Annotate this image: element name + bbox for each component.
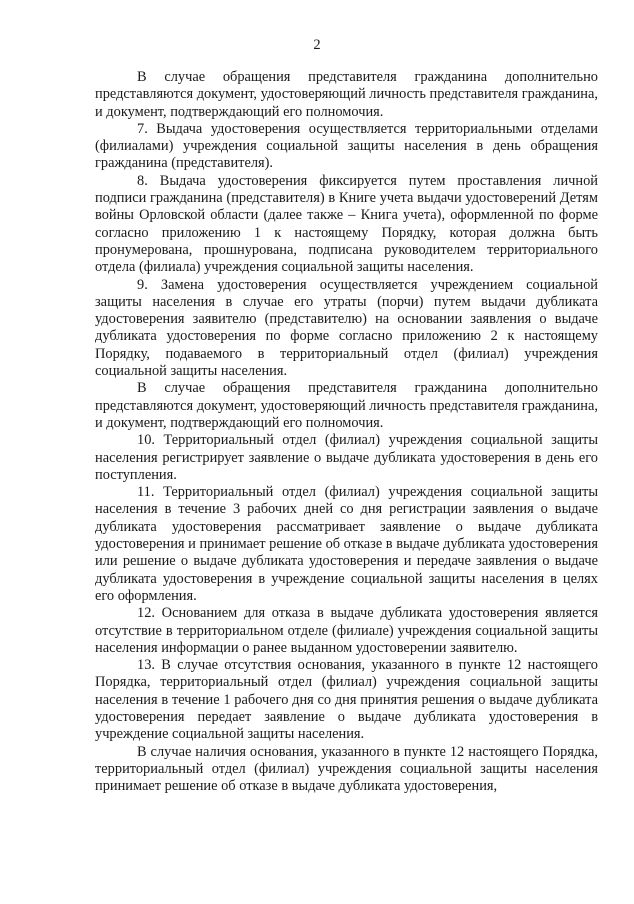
paragraph-item-13: 13. В случае отсутствия основания, указанного в пункте 12 настоящего Порядка, территориальный отдел (филиал) учреждения социальной защиты населения в течение 1 рабочего дня со дня принятия решения о выдаче дубликата удостоверения передает заявление о выдаче дубликата удостоверения в учреждение социальной защиты населения.: [95, 657, 598, 743]
paragraph-item-11: 11. Территориальный отдел (филиал) учреждения социальной защиты населения в течение 3 рабочих дней со дня регистрации заявления о выдаче дубликата удостоверения рассматривает заявление о выдаче дубликата удостоверения и принимает решение об отказе в выдаче дубликата удостоверения или решение о выдаче дубликата удостоверения и передаче заявления о выдаче дубликата удостоверения в учреждение социальной защиты населения в целях его оформления.: [95, 484, 598, 604]
paragraph-representative-documents-duplicate: В случае обращения представителя гражданина дополнительно представляются документ, удостоверяющий личность представителя гражданина, и документ, подтверждающий его полномочия.: [95, 380, 598, 431]
paragraph-item-10: 10. Территориальный отдел (филиал) учреждения социальной защиты населения регистрирует заявление о выдаче дубликата удостоверения в день его поступления.: [95, 432, 598, 483]
paragraph-representative-documents: В случае обращения представителя гражданина дополнительно представляются документ, удостоверяющий личность представителя гражданина, и документ, подтверждающий его полномочия.: [95, 69, 598, 120]
paragraph-refusal-basis: В случае наличия основания, указанного в пункте 12 настоящего Порядка, территориальный отдел (филиал) учреждения социальной защиты населения принимает решение об отказе в выдаче дубликата удостоверения,: [95, 743, 598, 795]
paragraph-item-8: 8. Выдача удостоверения фиксируется путем проставления личной подписи гражданина (представителя) в Книге учета выдачи удостоверений Детям войны Орловской области (далее также – Книга учета), оформленной по форме согласно приложению 1 к настоящему Порядку, которая должна быть пронумерована, прошнурована, подписана руководителем территориального отдела (филиала) учреждения социальной защиты населения.: [95, 172, 598, 276]
paragraph-item-12: 12. Основанием для отказа в выдаче дубликата удостоверения является отсутствие в территориальном отделе (филиале) учреждения социальной защиты населения информации о ранее выданном удостоверении заявителю.: [95, 605, 598, 656]
page-number: 2: [313, 37, 321, 53]
document-body: [95, 69, 598, 795]
paragraph-item-9: 9. Замена удостоверения осуществляется учреждением социальной защиты населения в случае его утраты (порчи) путем выдачи дубликата удостоверения заявителю (представителю) на основании заявления о выдаче дубликата удостоверения по форме согласно приложению 2 к настоящему Порядку, подаваемого в территориальный отдел (филиал) учреждения социальной защиты населения.: [95, 276, 598, 380]
paragraph-item-7: 7. Выдача удостоверения осуществляется территориальными отделами (филиалами) учреждения социальной защиты населения в день обращения гражданина (представителя).: [95, 120, 598, 172]
